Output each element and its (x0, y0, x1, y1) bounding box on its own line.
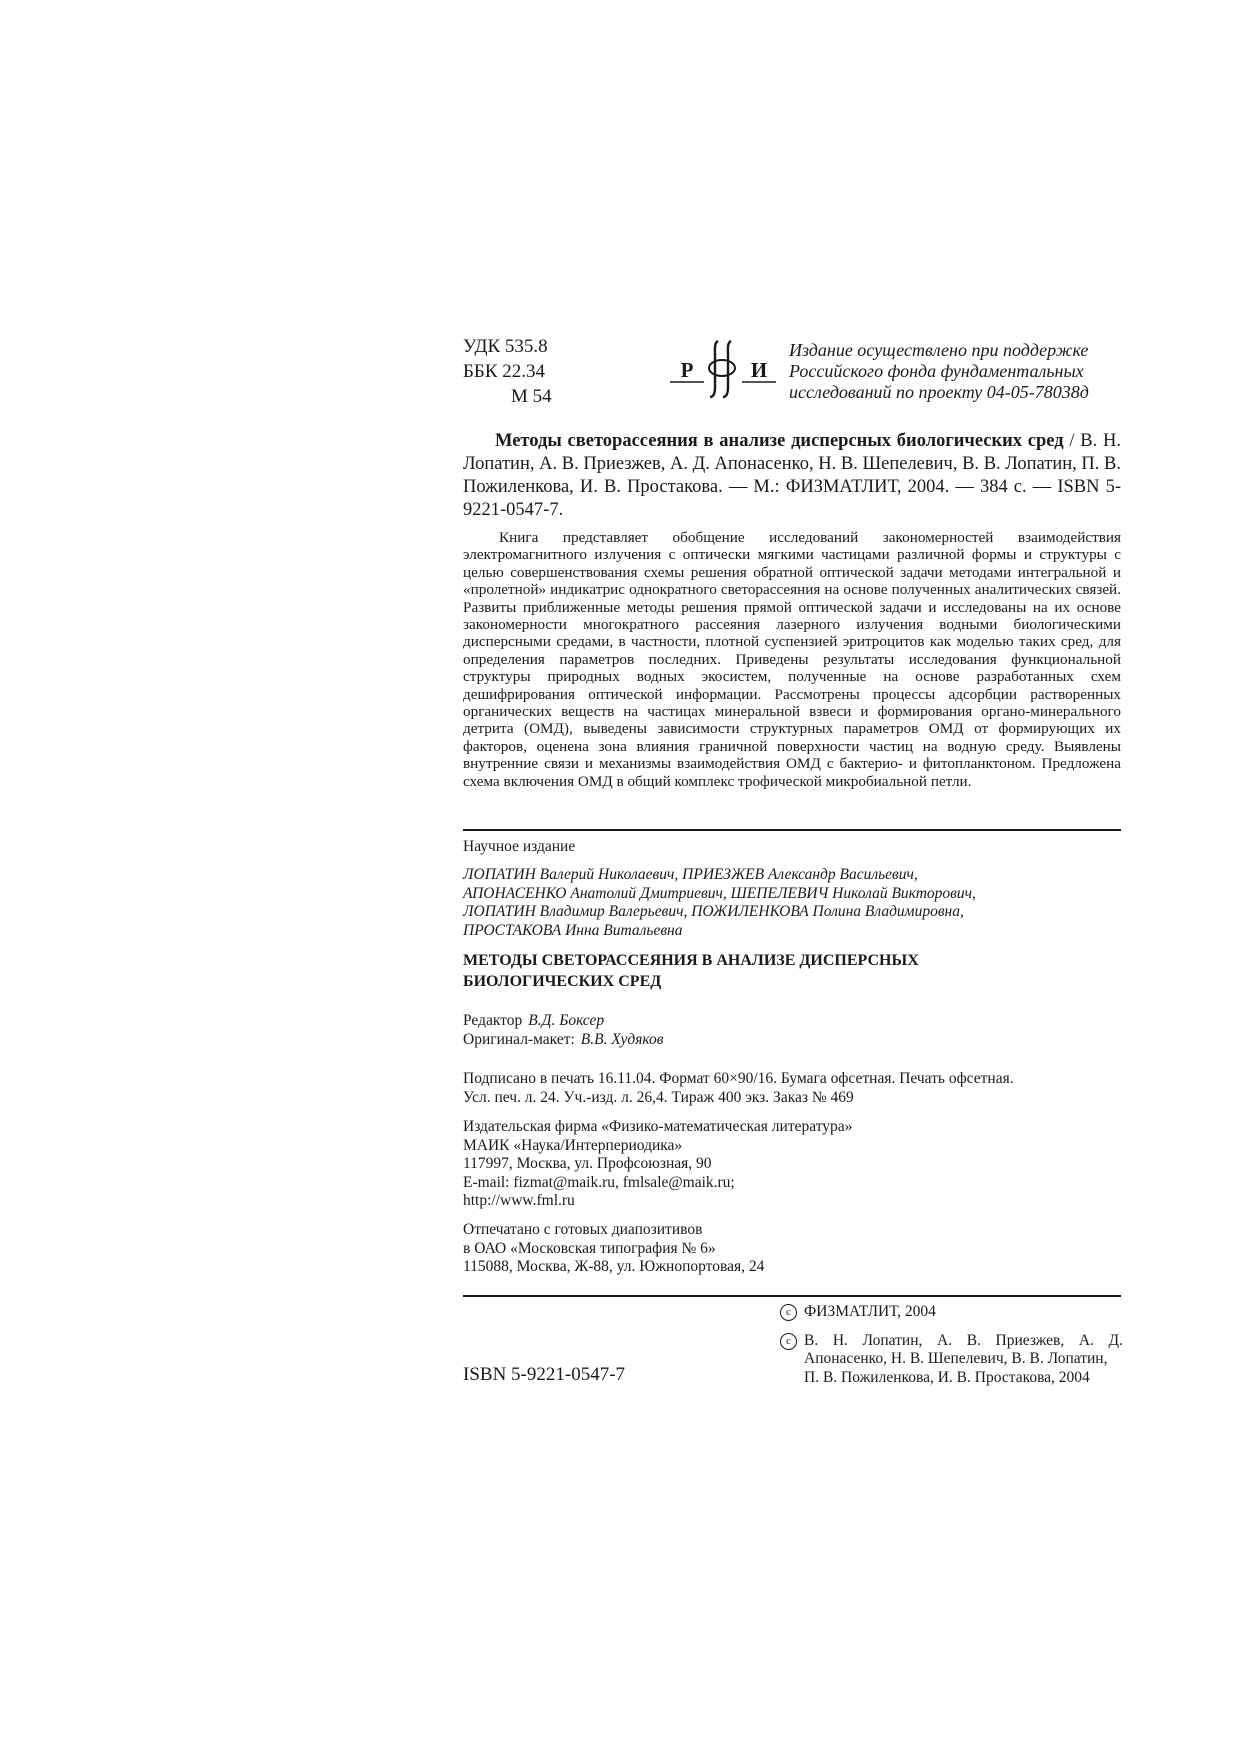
udk-code: УДК 535.8 (463, 336, 548, 357)
editor-label: Редактор (463, 1012, 523, 1029)
printer-info (463, 1221, 764, 1277)
authors-line: ПРОСТАКОВА Инна Витальевна (463, 921, 683, 939)
classification-block (463, 334, 573, 409)
support-note (789, 340, 1129, 403)
logo-letter-i: И (750, 358, 768, 382)
authors-line: ЛОПАТИН Валерий Николаевич, ПРИЕЗЖЕВ Александр Васильевич, (463, 866, 918, 883)
title-caps-line-1: МЕТОДЫ СВЕТОРАССЕЯНИЯ В АНАЛИЗЕ ДИСПЕРСНЫХ (463, 952, 919, 969)
copyright-icon: c (780, 1304, 797, 1321)
editors-block (463, 1012, 664, 1049)
layout-label: Оригинал-макет: (463, 1030, 575, 1048)
authors-line: АПОНАСЕНКО Анатолий Дмитриевич, ШЕПЕЛЕВИЧ Николай Викторович, (463, 884, 976, 902)
copyright-icon: c (780, 1333, 797, 1350)
bibliographic-details: / В. Н. Лопатин, А. В. Приезжев, А. Д. Апонасенко, Н. В. Шепелевич, В. В. Лопатин, П. В. Пожиленкова, И. В. Простакова. — М.: ФИЗМАТЛИТ, 2004. — 384 с. — ISBN 5-9221-0547-7. (463, 431, 1121, 520)
author-mark: М 54 (511, 386, 552, 407)
printer-line: в ОАО «Московская типография № 6» (463, 1239, 716, 1257)
print-info-line-1: Подписано в печать 16.11.04. Формат 60×90/16. Бумага офсетная. Печать офсетная. (463, 1070, 1014, 1087)
book-title: Методы светорассеяния в анализе дисперсных биологических сред (495, 431, 1064, 451)
copyright-authors-text-2: П. В. Пожиленкова, И. В. Простакова, 2004 (804, 1368, 1090, 1386)
copyright-block (780, 1303, 1123, 1387)
authors-line: ЛОПАТИН Владимир Валерьевич, ПОЖИЛЕНКОВА Полина Владимировна, (463, 903, 964, 921)
publisher-line: МАИК «Наука/Интерпериодика» (463, 1136, 683, 1154)
support-line-3: исследований по проекту 04-05-78038д (789, 382, 1089, 402)
publisher-url: http://www.fml.ru (463, 1192, 575, 1209)
printer-line: 115088, Москва, Ж-88, ул. Южнопортовая, 24 (463, 1258, 765, 1275)
title-caps (463, 950, 1121, 992)
rffi-logo (668, 339, 778, 399)
edition-type: Научное издание (463, 838, 576, 855)
publisher-line: 117997, Москва, ул. Профсоюзная, 90 (463, 1155, 712, 1172)
copyright-publisher-text: ФИЗМАТЛИТ, 2004 (804, 1303, 936, 1320)
divider-top (463, 829, 1121, 831)
isbn-number: ISBN 5-9221-0547-7 (463, 1364, 626, 1385)
publisher-info (463, 1118, 852, 1211)
bbk-code: ББК 22.34 (463, 361, 545, 382)
support-line-1: Издание осуществлено при поддержке (789, 340, 1089, 360)
logo-stem-left (710, 341, 718, 397)
title-caps-line-2: БИОЛОГИЧЕСКИХ СРЕД (463, 973, 662, 990)
support-line-2: Российского фонда фундаментальных (789, 361, 1084, 381)
copyright-publisher (780, 1303, 1123, 1322)
printer-line: Отпечатано с готовых диапозитивов (463, 1221, 703, 1238)
copyright-authors (780, 1332, 1123, 1388)
editor-name: В.Д. Боксер (528, 1012, 605, 1029)
logo-center-glyph: ф (721, 371, 723, 372)
logo-stem-right (723, 341, 731, 397)
publisher-line: Издательская фирма «Физико-математическая литература» (463, 1118, 853, 1135)
layout-name: В.В. Худяков (580, 1030, 664, 1048)
abstract-text: Книга представляет обобщение исследований закономерностей взаимодействия электромагнитного излучения с оптически мягкими частицами различной формы и структуры с целью совершенствования схемы решения обратной оптической задачи методами интегральной и «пролетной» индикатрис однократного светорассеяния на основе полученных аналитических связей. Развиты приближенные методы решения прямой оптической задачи и исследованы на их основе закономерности многократного рассеяния лазерного излучения водными биологическими дисперсными средами, в частности, плотной суспензией эритроцитов как моделью таких сред, для определения параметров последних. Приведены результаты исследования функциональной структуры природных водных экосистем, полученные на основе разработанных схем дешифрирования оптической информации. Рассмотрены процессы адсорбции растворенных органических веществ на частицах минеральной взвеси и формирования органо-минерального детрита (ОМД), выведены зависимости структурных параметров ОМД от формирующих их факторов, оценена зона влияния граничной поверхности частиц на водную среду. Выявлены внутренние связи и механизмы взаимодействия ОМД с бактерио- и фитопланктоном. Предложена схема включения ОМД в общий комплекс трофической микробиальной петли. (463, 529, 1121, 790)
publisher-email: E-mail: fizmat@maik.ru, fmlsale@maik.ru; (463, 1173, 735, 1191)
divider-bottom (463, 1295, 1121, 1297)
bibliographic-record (463, 430, 1121, 522)
print-info (463, 1070, 1123, 1107)
logo-letter-r: Р (680, 358, 694, 382)
print-info-line-2: Усл. печ. л. 24. Уч.-изд. л. 26,4. Тираж 400 экз. Заказ № 469 (463, 1088, 854, 1106)
authors-list (463, 866, 1121, 940)
logo-bowl (709, 360, 735, 376)
copyright-authors-text-1: В. Н. Лопатин, А. В. Приезжев, А. Д. Апонасенко, Н. В. Шепелевич, В. В. Лопатин, (804, 1331, 1123, 1367)
